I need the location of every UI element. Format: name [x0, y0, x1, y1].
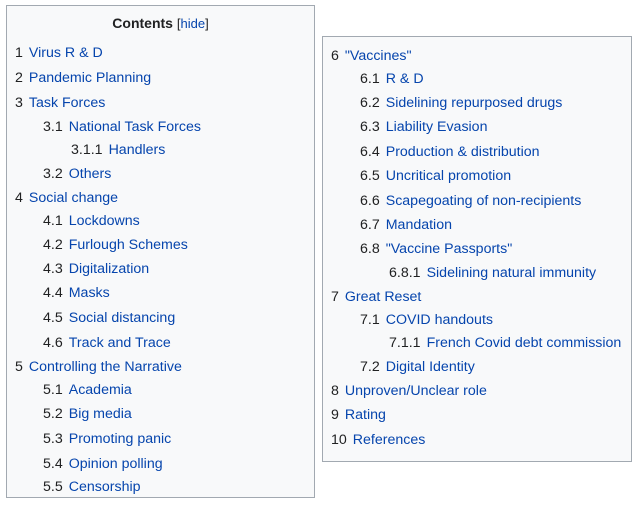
toc-toggle [177, 16, 209, 31]
toc-item-link[interactable]: Social change [28, 190, 119, 206]
toc-item[interactable] [331, 382, 487, 400]
toc-panel-right [322, 36, 632, 462]
toc-item[interactable] [15, 189, 118, 207]
toc-item-number: 6.1 [360, 71, 380, 87]
toc-item[interactable] [43, 284, 110, 302]
toc-item[interactable] [360, 70, 424, 88]
toc-item[interactable] [389, 334, 621, 352]
toc-toggle-close-bracket: ] [205, 16, 209, 31]
toc-item-number: 5.4 [43, 456, 63, 472]
toc-item-number: 4 [15, 190, 23, 206]
toc-item-link[interactable]: Track and Trace [68, 335, 171, 351]
toc-item-link[interactable]: Production & distribution [385, 144, 540, 160]
toc-item-number: 4.3 [43, 261, 63, 277]
toc-item-number: 7 [331, 289, 339, 305]
toc-item[interactable] [360, 94, 562, 112]
toc-item-number: 5 [15, 359, 23, 375]
toc-item-link[interactable]: Censorship [68, 479, 141, 495]
toc-item[interactable] [43, 405, 132, 423]
toc-item[interactable] [331, 288, 421, 306]
toc-title: Contents [112, 15, 173, 31]
toc-item[interactable] [331, 406, 386, 424]
toc-item[interactable] [15, 358, 182, 376]
toc-item-number: 2 [15, 70, 23, 86]
toc-item-link[interactable]: Big media [68, 406, 132, 422]
toc-item-number: 10 [331, 432, 347, 448]
toc-panel-left [6, 5, 315, 498]
toc-header [7, 15, 314, 31]
toc-item-number: 6.3 [360, 119, 380, 135]
toc-item-link[interactable]: "Vaccine Passports" [385, 241, 513, 257]
toc-item-link[interactable]: Others [68, 166, 112, 182]
toc-item[interactable] [43, 334, 171, 352]
toc-item-link[interactable]: Unproven/Unclear role [344, 383, 487, 399]
toc-item-link[interactable]: Academia [68, 382, 132, 398]
toc-item-link[interactable]: "Vaccines" [344, 48, 412, 64]
toc-item[interactable] [43, 381, 132, 399]
toc-item-number: 6.6 [360, 193, 380, 209]
toc-item[interactable] [71, 141, 165, 159]
toc-item-number: 1 [15, 45, 23, 61]
toc-item-link[interactable]: Sidelining natural immunity [426, 265, 597, 281]
toc-item[interactable] [15, 69, 151, 87]
toc-item[interactable] [360, 167, 511, 185]
toc-item-number: 4.1 [43, 213, 63, 229]
toc-item-number: 4.4 [43, 285, 63, 301]
toc-toggle-open-bracket: [ [176, 16, 181, 31]
toc-item-link[interactable]: Digitalization [68, 261, 150, 277]
toc-item-link[interactable]: R & D [385, 71, 424, 87]
toc-item-link[interactable]: Sidelining repurposed drugs [385, 95, 563, 111]
toc-item[interactable] [43, 118, 201, 136]
toc-item-link[interactable]: Controlling the Narrative [28, 359, 182, 375]
toc-item[interactable] [43, 309, 175, 327]
toc-item[interactable] [15, 44, 103, 62]
toc-item-link[interactable]: Virus R & D [28, 45, 103, 61]
toc-item-link[interactable]: Great Reset [344, 289, 422, 305]
toc-item-number: 6.4 [360, 144, 380, 160]
toc-item-link[interactable]: Mandation [385, 217, 452, 233]
toc-item-number: 5.3 [43, 431, 63, 447]
toc-item[interactable] [331, 47, 411, 65]
toc-item-number: 4.6 [43, 335, 63, 351]
toc-item[interactable] [360, 311, 493, 329]
toc-item[interactable] [360, 358, 475, 376]
toc-item-number: 6.5 [360, 168, 380, 184]
toc-item-number: 7.1 [360, 312, 380, 328]
toc-item[interactable] [43, 478, 141, 496]
toc-item-link[interactable]: National Task Forces [68, 119, 201, 135]
toc-item-link[interactable]: Rating [344, 407, 386, 423]
toc-item[interactable] [331, 431, 425, 449]
toc-item-number: 8 [331, 383, 339, 399]
toc-item-number: 9 [331, 407, 339, 423]
toc-item[interactable] [15, 94, 105, 112]
toc-item-number: 7.1.1 [389, 335, 421, 351]
toc-item-number: 3.2 [43, 166, 63, 182]
toc-item[interactable] [43, 260, 149, 278]
toc-item[interactable] [43, 236, 188, 254]
toc-item[interactable] [360, 216, 452, 234]
toc-item-link[interactable]: Digital Identity [385, 359, 475, 375]
toc-item-number: 6 [331, 48, 339, 64]
toc-item[interactable] [360, 192, 581, 210]
toc-item-number: 6.8 [360, 241, 380, 257]
toc-item-link[interactable]: French Covid debt commission [426, 335, 622, 351]
toc-item-link[interactable]: Lockdowns [68, 213, 140, 229]
toc-item-link[interactable]: Task Forces [28, 95, 106, 111]
toc-item-link[interactable]: Social distancing [68, 310, 176, 326]
toc-item-number: 4.2 [43, 237, 63, 253]
toc-item-number: 6.7 [360, 217, 380, 233]
toc-item-link[interactable]: Masks [68, 285, 110, 301]
toc-item-link[interactable]: Promoting panic [68, 431, 172, 447]
toc-item-number: 6.2 [360, 95, 380, 111]
toc-item-number: 3.1 [43, 119, 63, 135]
toc-item[interactable] [43, 165, 111, 183]
toc-item-link[interactable]: Liability Evasion [385, 119, 488, 135]
toc-item[interactable] [360, 118, 487, 136]
toc-item-number: 3.1.1 [71, 142, 103, 158]
toc-item[interactable] [360, 143, 540, 161]
toc-item-link[interactable]: Scapegoating of non-recipients [385, 193, 582, 209]
toc-item[interactable] [360, 240, 512, 258]
toc-item-link[interactable]: Pandemic Planning [28, 70, 152, 86]
toc-item-link[interactable]: Uncritical promotion [385, 168, 512, 184]
toc-item-link[interactable]: Opinion polling [68, 456, 163, 472]
toc-item-number: 3 [15, 95, 23, 111]
toc-hide-link[interactable]: hide [180, 16, 206, 31]
toc-item-link[interactable]: References [352, 432, 426, 448]
toc-item-number: 5.5 [43, 479, 63, 495]
toc-item[interactable] [389, 264, 596, 282]
toc-item-number: 7.2 [360, 359, 380, 375]
toc-item[interactable] [43, 455, 163, 473]
toc-item-link[interactable]: Furlough Schemes [68, 237, 188, 253]
toc-item[interactable] [43, 430, 171, 448]
toc-item[interactable] [43, 212, 140, 230]
toc-item-number: 5.2 [43, 406, 63, 422]
toc-item-number: 4.5 [43, 310, 63, 326]
toc-item-number: 6.8.1 [389, 265, 421, 281]
toc-item-number: 5.1 [43, 382, 63, 398]
toc-item-link[interactable]: Handlers [108, 142, 166, 158]
toc-item-link[interactable]: COVID handouts [385, 312, 493, 328]
